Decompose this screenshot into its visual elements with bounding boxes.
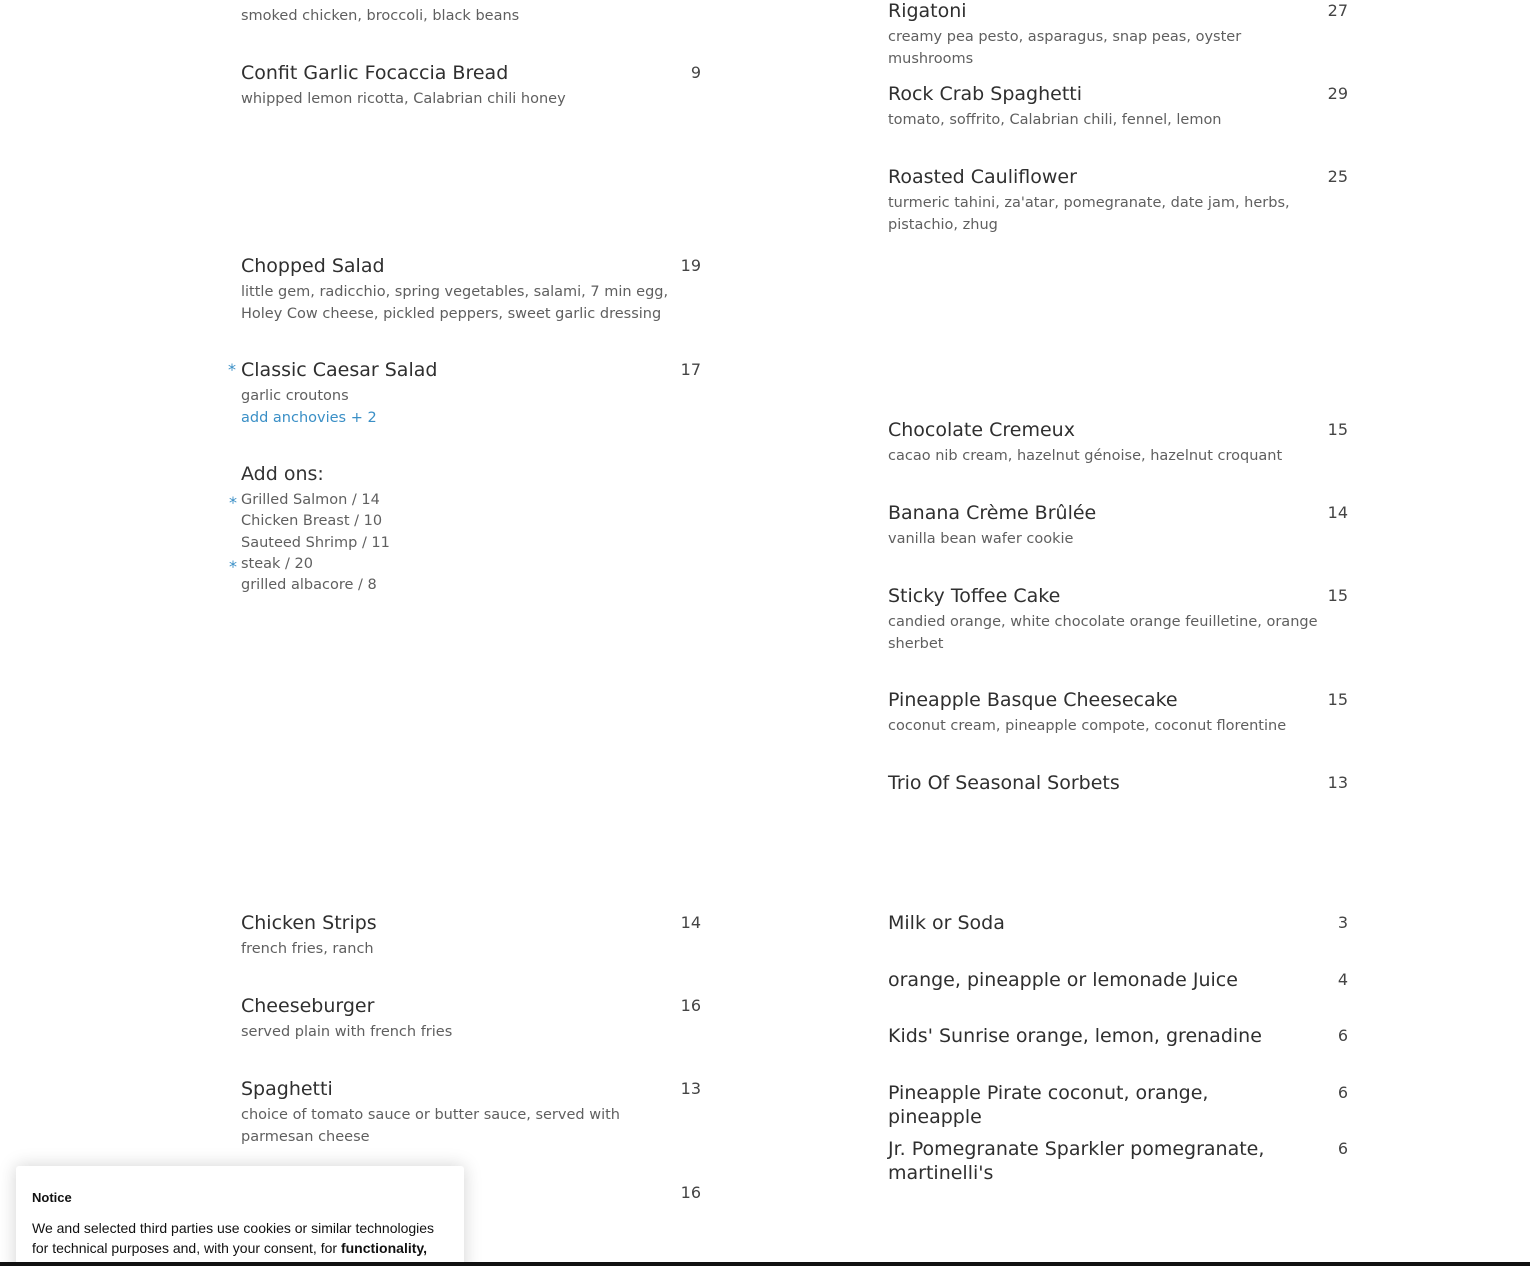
menu-item-rock-crab-spaghetti: [888, 82, 1348, 132]
item-price: 13: [680, 1079, 701, 1098]
item-description: served plain with french fries: [241, 1024, 453, 1040]
cookie-notice-panel: [16, 1166, 464, 1266]
addon-item: steak / 20: [241, 556, 313, 572]
item-name: Banana Crème Brûlée: [888, 502, 1097, 524]
item-price: 6: [1337, 1139, 1348, 1158]
item-name: Pineapple Basque Cheesecake: [888, 689, 1178, 711]
item-price: 3: [1337, 913, 1348, 932]
menu-item-seasonal-sorbets: [888, 771, 1348, 795]
item-description: creamy pea pesto, asparagus, snap peas, oyster mushrooms: [888, 29, 1242, 67]
item-name: Rock Crab Spaghetti: [888, 83, 1083, 105]
item-name: Kids' Sunrise orange, lemon, grenadine: [888, 1025, 1262, 1047]
menu-item-chicken-strips: [241, 911, 701, 961]
notice-text-body: We and selected third parties use cookies or similar technologies for technical purposes and, with your consent, for: [32, 1220, 435, 1256]
item-price: 6: [1337, 1083, 1348, 1102]
item-name: Trio Of Seasonal Sorbets: [888, 772, 1120, 794]
item-name: Roasted Cauliflower: [888, 166, 1077, 188]
addon-item: grilled albacore / 8: [241, 577, 377, 593]
menu-item-roasted-cauliflower: [888, 165, 1348, 236]
item-description: vanilla bean wafer cookie: [888, 531, 1074, 547]
item-price: 19: [680, 256, 701, 275]
menu-item-cheeseburger: [241, 994, 701, 1044]
signature-marker-icon: *: [229, 557, 237, 576]
addons-title: Add ons:: [241, 463, 324, 485]
item-price: 13: [1327, 773, 1348, 792]
item-description: french fries, ranch: [241, 941, 374, 957]
item-name: Chocolate Cremeux: [888, 419, 1075, 441]
item-price: 29: [1327, 84, 1348, 103]
item-price: 16: [680, 996, 701, 1015]
menu-item-focaccia: [241, 61, 701, 111]
item-price: 16: [680, 1183, 701, 1202]
drink-item-pineapple-pirate: [888, 1081, 1348, 1129]
menu-item-pineapple-basque-cheesecake: [888, 688, 1348, 738]
menu-item-banana-creme-brulee: [888, 501, 1348, 551]
item-name: Confit Garlic Focaccia Bread: [241, 62, 509, 84]
item-price: 15: [1327, 690, 1348, 709]
item-price: 27: [1327, 1, 1348, 20]
item-description: little gem, radicchio, spring vegetables, salami, 7 min egg, Holey Cow cheese, pickled peppers, sweet garlic dressing: [241, 284, 669, 322]
item-description: turmeric tahini, za'atar, pomegranate, date jam, herbs, pistachio, zhug: [888, 195, 1290, 233]
item-name: Pineapple Pirate coconut, orange, pineapple: [888, 1082, 1209, 1128]
addon-item: Sauteed Shrimp / 11: [241, 535, 390, 551]
menu-item-caesar-salad: [241, 358, 701, 429]
signature-marker-icon: *: [229, 493, 237, 512]
item-price: 15: [1327, 420, 1348, 439]
add-anchovies-link[interactable]: add anchovies + 2: [241, 409, 377, 426]
drink-item-kids-sunrise: [888, 1024, 1348, 1048]
item-description: smoked chicken, broccoli, black beans: [241, 8, 520, 24]
addon-item: Chicken Breast / 10: [241, 513, 383, 529]
item-name: orange, pineapple or lemonade Juice: [888, 969, 1238, 991]
drink-item-juice: [888, 968, 1348, 992]
item-name: Jr. Pomegranate Sparkler pomegranate, martinelli's: [888, 1138, 1265, 1184]
item-name: Spaghetti: [241, 1078, 333, 1100]
item-price: 14: [1327, 503, 1348, 522]
item-description: coconut cream, pineapple compote, coconut florentine: [888, 718, 1287, 734]
notice-text-bold: functionality,: [340, 1240, 428, 1256]
notice-text: [32, 1218, 442, 1258]
item-price: 9: [690, 63, 701, 82]
item-description: garlic croutons: [241, 388, 349, 404]
drink-item-milk-soda: [888, 911, 1348, 935]
notice-title: Notice: [32, 1190, 72, 1205]
item-price: 17: [680, 360, 701, 379]
item-name: Classic Caesar Salad: [241, 359, 438, 381]
item-name: Chicken Strips: [241, 912, 377, 934]
menu-item-sticky-toffee-cake: [888, 584, 1348, 655]
menu-item-chopped-salad: [241, 254, 701, 325]
item-description: choice of tomato sauce or butter sauce, served with parmesan cheese: [241, 1107, 620, 1145]
menu-item-chocolate-cremeux: [888, 418, 1348, 468]
item-price: 15: [1327, 586, 1348, 605]
item-price: 6: [1337, 1026, 1348, 1045]
bottom-border: [0, 1262, 1530, 1266]
item-description: cacao nib cream, hazelnut génoise, hazelnut croquant: [888, 448, 1283, 464]
item-description: candied orange, white chocolate orange feuilletine, orange sherbet: [888, 614, 1318, 652]
addon-item: Grilled Salmon / 14: [241, 492, 380, 508]
drink-item-pomegranate-sparkler: [888, 1137, 1348, 1185]
item-name: Cheeseburger: [241, 995, 375, 1017]
item-price: 25: [1327, 167, 1348, 186]
item-name: Rigatoni: [888, 0, 967, 22]
item-name: Sticky Toffee Cake: [888, 585, 1061, 607]
menu-item-spaghetti: [241, 1077, 701, 1148]
item-price: 14: [680, 913, 701, 932]
item-description: whipped lemon ricotta, Calabrian chili honey: [241, 91, 566, 107]
item-price: 4: [1337, 970, 1348, 989]
item-description: tomato, soffrito, Calabrian chili, fennel, lemon: [888, 112, 1222, 128]
signature-marker-icon: *: [228, 360, 236, 379]
item-name: Chopped Salad: [241, 255, 385, 277]
menu-item-rigatoni: [888, 0, 1348, 70]
item-name: Milk or Soda: [888, 912, 1005, 934]
